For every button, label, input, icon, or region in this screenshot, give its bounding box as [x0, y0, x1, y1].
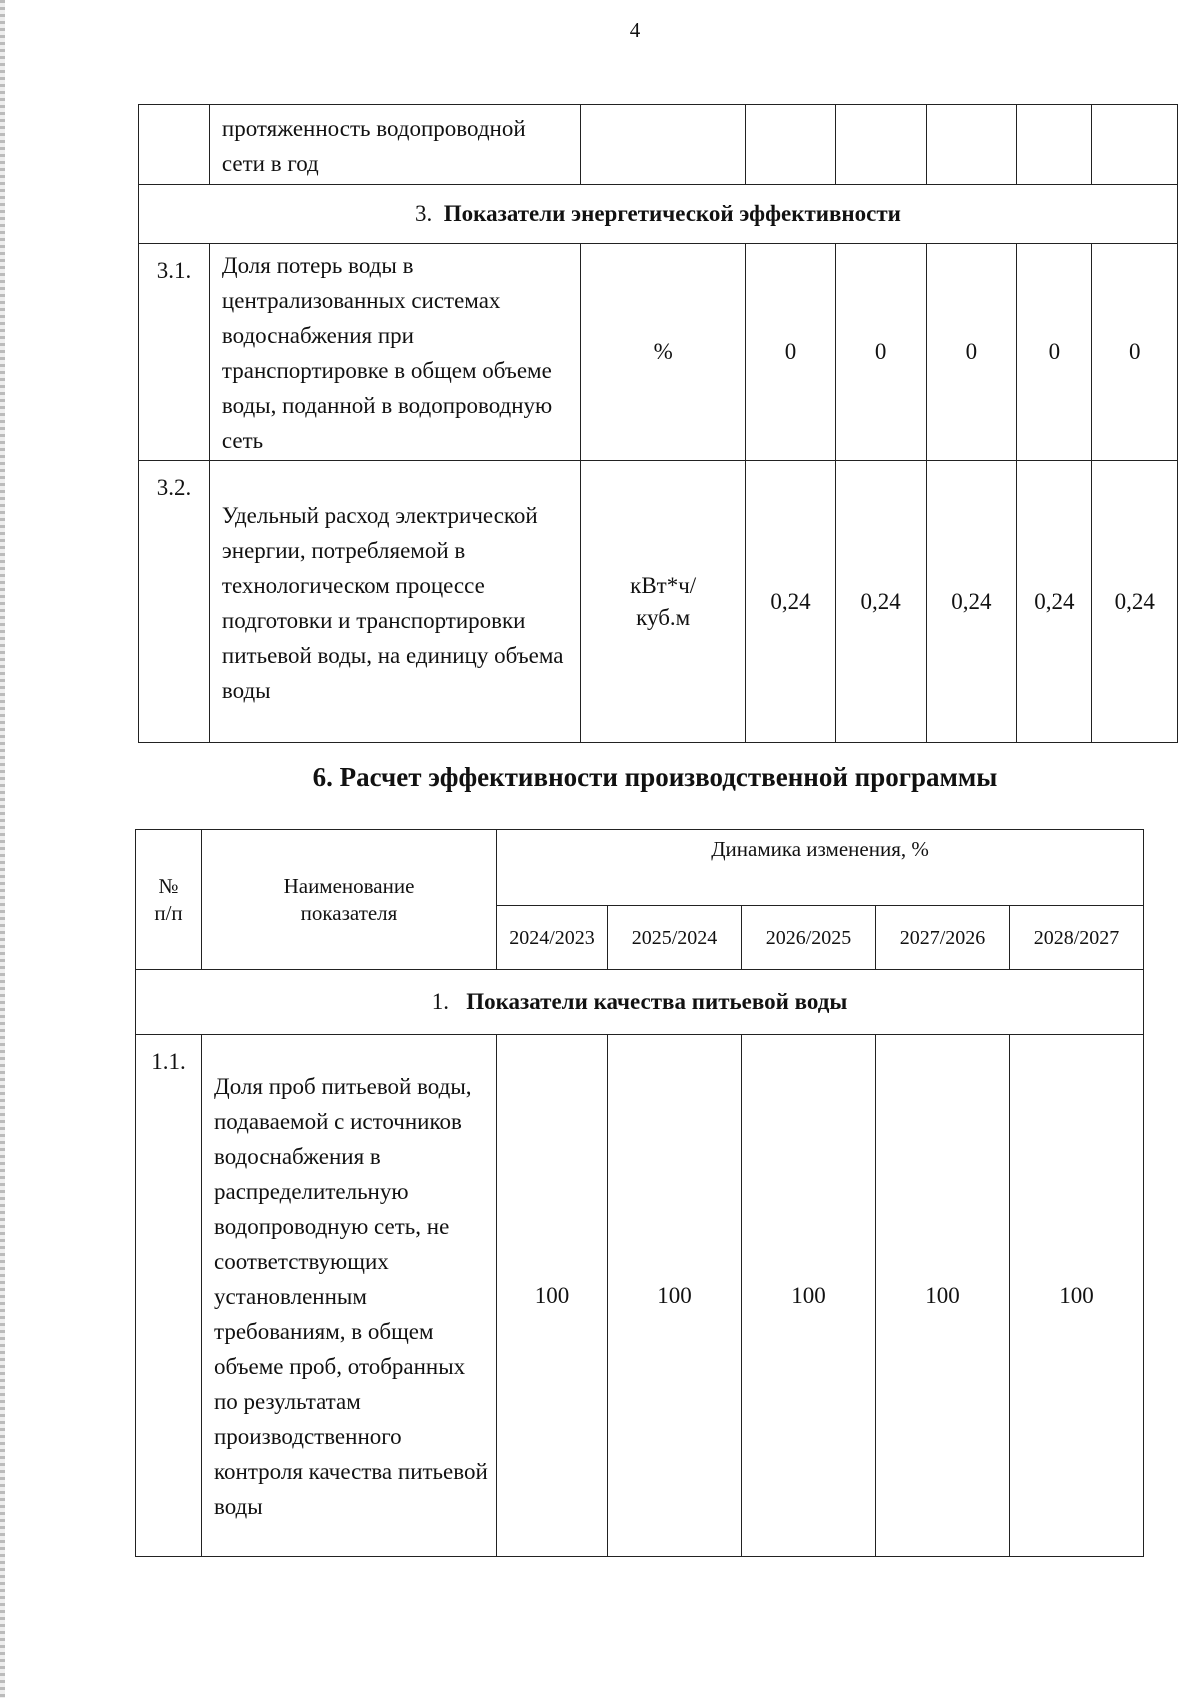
year-header: 2024/2023 [497, 906, 608, 970]
year-header: 2025/2024 [608, 906, 742, 970]
header-name: Наименование показателя [202, 830, 497, 970]
header-row [136, 830, 1144, 906]
value-cell: 0 [746, 244, 836, 461]
section-title [136, 970, 1144, 1035]
value-cell: 0,24 [835, 461, 926, 743]
scan-edge [0, 0, 5, 1698]
section-number: 3. [415, 201, 433, 226]
section-heading: 6. Расчет эффективности производственной программы [312, 762, 998, 792]
page-number: 4 [629, 18, 641, 42]
row-label: Доля потерь воды в централизованных системах водоснабжения при транспортировке в общем объеме воды, поданной в водопроводную сеть [209, 244, 580, 461]
row-label: Доля проб питьевой воды, подаваемой с источников водоснабжения в распределительную водопроводную сеть, не соответствующих установленным требованиям, в общем объеме проб, отобранных по результатам производственного контроля качества питьевой воды [202, 1035, 497, 1557]
row-label: Удельный расход электрической энергии, потребляемой в технологическом процессе подготовки и транспортировки питьевой воды, на единицу объема воды [209, 461, 580, 743]
value-cell: 100 [876, 1035, 1010, 1557]
header-dynamics: Динамика изменения, % [497, 830, 1144, 906]
value-cell: 100 [608, 1035, 742, 1557]
section-label: Показатели качества питьевой воды [466, 989, 848, 1014]
section-row [139, 185, 1178, 244]
section-number: 1. [431, 989, 449, 1014]
value-cell: 100 [742, 1035, 876, 1557]
value-cell: 0 [835, 244, 926, 461]
value-cell: 0,24 [926, 461, 1017, 743]
value-cell: 100 [497, 1035, 608, 1557]
year-header: 2028/2027 [1010, 906, 1144, 970]
table-row [139, 244, 1178, 461]
section-label: Показатели энергетической эффективности [443, 201, 901, 226]
continuation-label: протяженность водопроводной сети в год [209, 105, 580, 185]
year-header: 2027/2026 [876, 906, 1010, 970]
row-number-cell [139, 105, 210, 185]
unit-cell: кВт*ч/ куб.м [581, 461, 746, 743]
value-cell: 0,24 [1092, 461, 1178, 743]
row-number: 3.1. [139, 244, 210, 461]
energy-efficiency-table [138, 104, 1178, 743]
table-row [139, 105, 1178, 185]
year-header: 2026/2025 [742, 906, 876, 970]
value-cell: 0 [1092, 244, 1178, 461]
value-cell: 100 [1010, 1035, 1144, 1557]
row-number: 1.1. [136, 1035, 202, 1557]
section-row [136, 970, 1144, 1035]
row-number: 3.2. [139, 461, 210, 743]
section-title [139, 185, 1178, 244]
table-row [136, 1035, 1144, 1557]
value-cell: 0,24 [746, 461, 836, 743]
value-cell: 0,24 [1017, 461, 1092, 743]
value-cell: 0 [1017, 244, 1092, 461]
unit-cell: % [581, 244, 746, 461]
value-cell: 0 [926, 244, 1017, 461]
header-no: № п/п [136, 830, 202, 970]
efficiency-calculation-table [135, 829, 1144, 1557]
table-row [139, 461, 1178, 743]
